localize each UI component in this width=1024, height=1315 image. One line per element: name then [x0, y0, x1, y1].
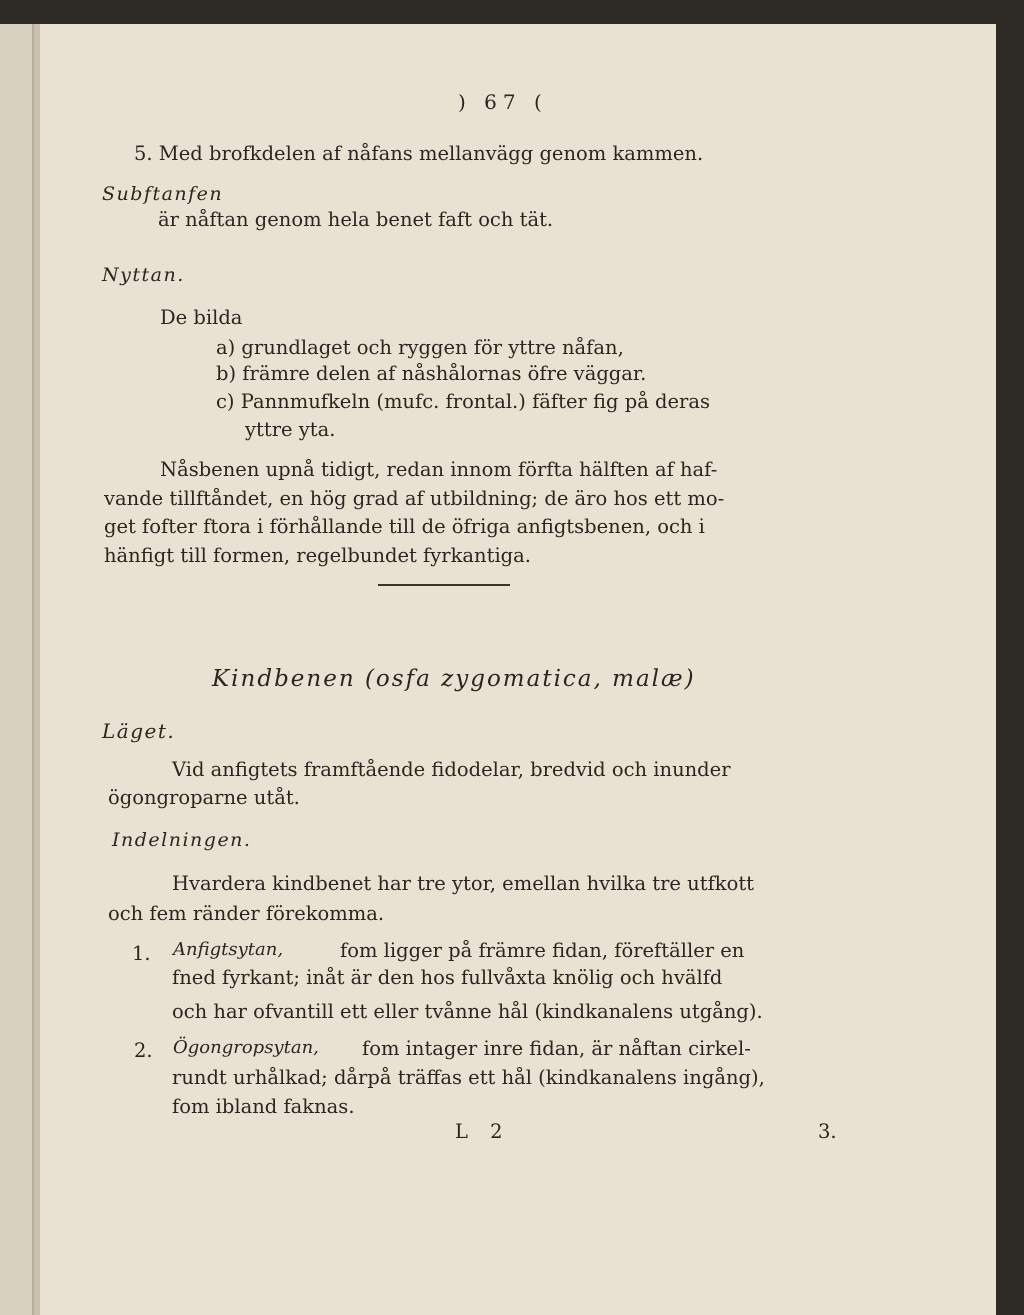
paragraph-line-1: Nåsbenen upnå tidigt, redan innom förfta hälften af haf- [160, 458, 718, 481]
catchword: 3. [818, 1120, 837, 1143]
item-2-number: 2. [134, 1039, 153, 1062]
item-1-line-1: fom ligger på främre fidan, föreftäller en [340, 939, 745, 962]
substans-text: är nåftan genom hela benet faft och tät. [158, 208, 554, 231]
paragraph-line-3: get fofter ftora i förhållande till de öfriga anfigtsbenen, och i [104, 515, 705, 538]
laget-line-1: Vid anfigtets framftående fidodelar, bredvid och inunder [172, 758, 731, 781]
item-c-line2: yttre yta. [245, 418, 336, 441]
indelning-line-1: Hvardera kindbenet har tre ytor, emellan hvilka tre utfkott [172, 872, 755, 895]
paragraph-line-2: vande tillftåndet, en hög grad af utbildning; de äro hos ett mo- [104, 487, 725, 510]
item-2-line-1: fom intager inre fidan, är nåftan cirkel- [362, 1037, 751, 1060]
item-c-line1: c) Pannmufkeln (mufc. frontal.) fäfter fig på deras [216, 390, 710, 413]
item-1-line-2: fned fyrkant; inåt är den hos fullvåxta knölig och hvälfd [172, 966, 723, 989]
heading-indelningen: Indelningen. [112, 829, 252, 851]
heading-substans: Subftanfen [102, 183, 224, 205]
de-bilda: De bilda [160, 306, 243, 329]
heading-nyttan: Nyttan. [102, 264, 185, 286]
item-1-term: Anfigtsytan, [173, 939, 284, 960]
item-1-line-3: och har ofvantill ett eller tvånne hål (kindkanalens utgång). [172, 1000, 763, 1023]
item-2-line-2: rundt urhålkad; dårpå träffas ett hål (kindkanalens ingång), [172, 1066, 765, 1089]
indelning-line-2: och fem ränder förekomma. [108, 902, 385, 925]
item-2-term: Ögongropsytan, [173, 1037, 319, 1058]
previous-page-edge [0, 24, 34, 1315]
signature-mark: L 2 [455, 1120, 511, 1143]
item-a: a) grundlaget och ryggen för yttre nåfan, [216, 336, 624, 359]
page-gutter [34, 24, 40, 1315]
heading-laget: Läget. [102, 719, 176, 743]
item-1-number: 1. [132, 942, 151, 965]
page-number: ) 67 ( [458, 90, 548, 114]
section-title: Kindbenen (osfa zygomatica, malæ) [212, 666, 696, 692]
item-b: b) främre delen af nåshålornas öfre väggar. [216, 362, 647, 385]
paragraph-line-4: hänfigt till formen, regelbundet fyrkantiga. [104, 544, 531, 567]
section-divider [378, 584, 510, 586]
item-2-line-3: fom ibland faknas. [172, 1095, 355, 1118]
laget-line-2: ögongroparne utåt. [108, 786, 300, 809]
item-5: 5. Med brofkdelen af nåfans mellanvägg genom kammen. [134, 142, 704, 165]
